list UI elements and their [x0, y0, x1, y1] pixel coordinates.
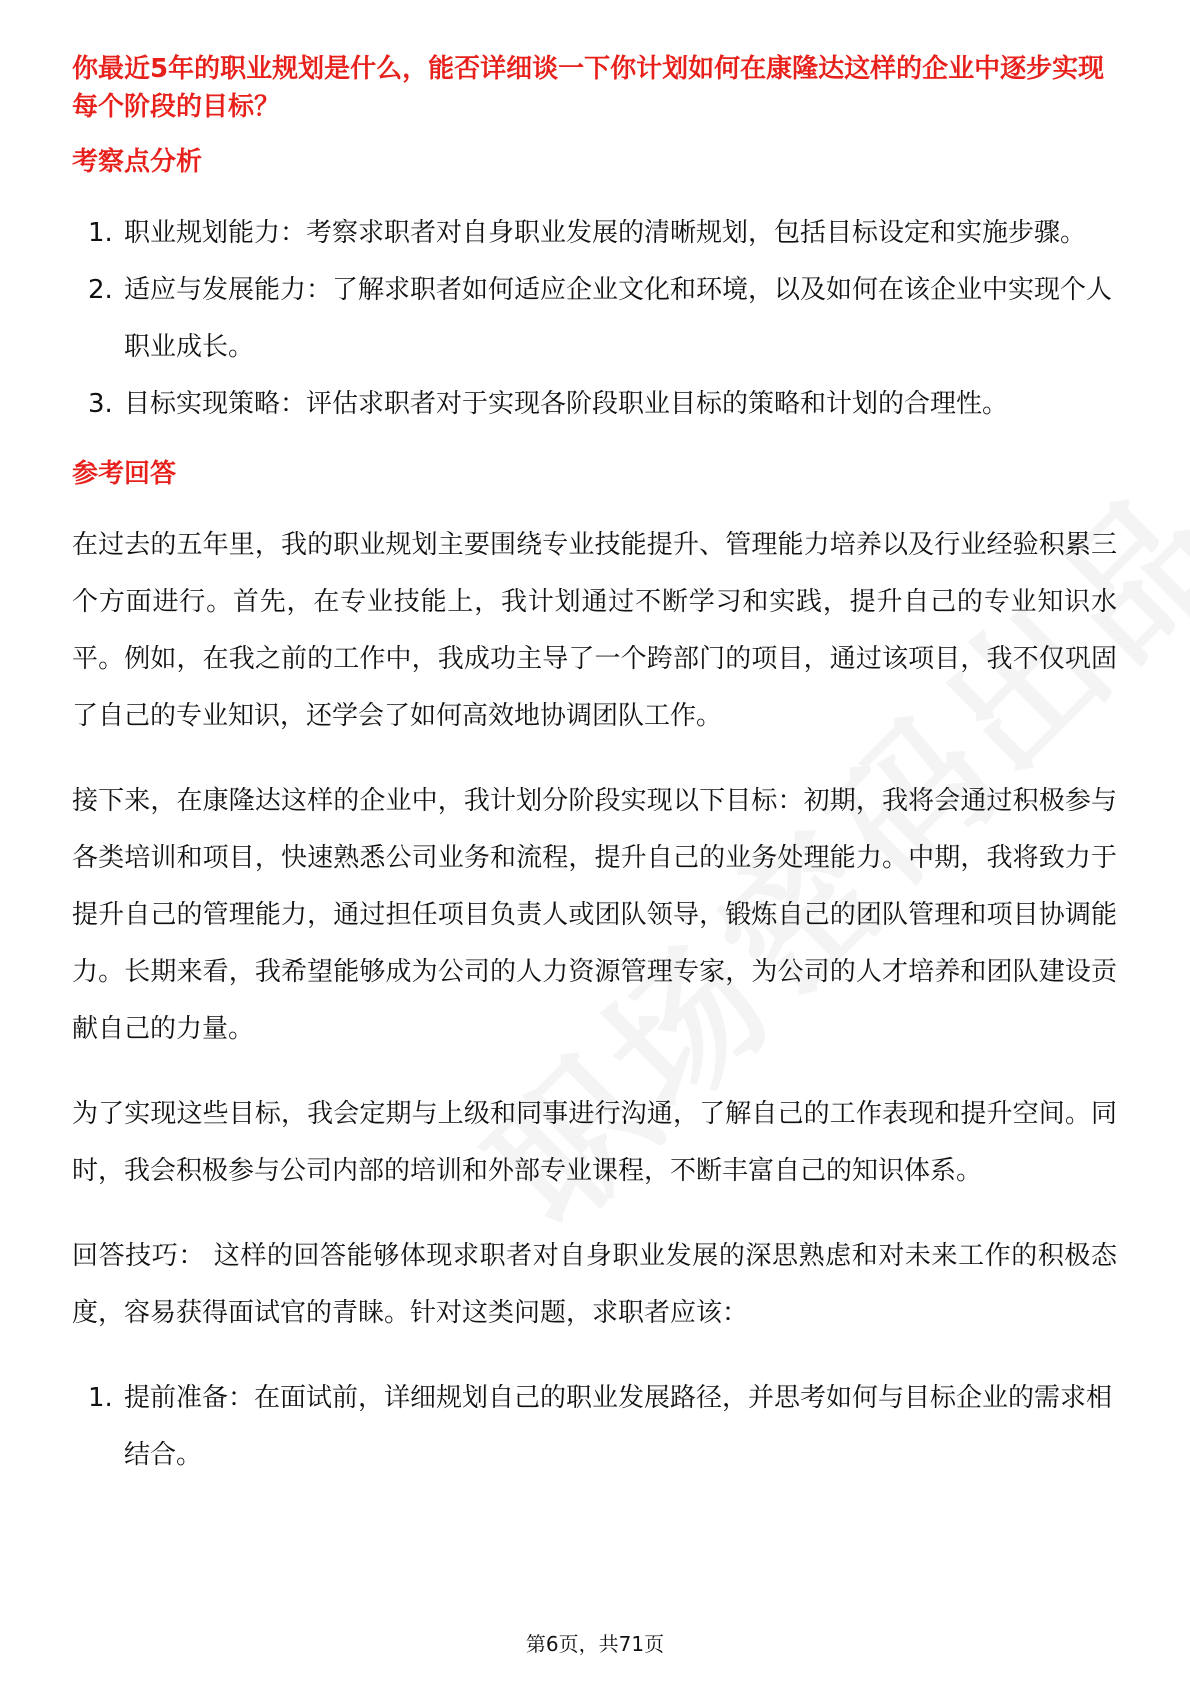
list-text: 目标实现策略：评估求职者对于实现各阶段职业目标的策略和计划的合理性。 [124, 389, 1009, 419]
answer-paragraph: 为了实现这些目标，我会定期与上级和同事进行沟通，了解自己的工作表现和提升空间。同时，我会积极参与公司内部的培训和外部专业课程，不断丰富自己的知识体系。 [72, 1099, 1117, 1186]
question-heading: 你最近5年的职业规划是什么，能否详细谈一下你计划如何在康隆达这样的企业中逐步实现每个阶段的目标？ [72, 54, 1105, 122]
page-number-footer: 第6页，共71页 [525, 1632, 665, 1656]
list-text: 提前准备：在面试前，详细规划自己的职业发展路径，并思考如何与目标企业的需求相结合。 [124, 1383, 1113, 1470]
answer-paragraph: 接下来，在康隆达这样的企业中，我计划分阶段实现以下目标：初期，我将会通过积极参与各类培训和项目，快速熟悉公司业务和流程，提升自己的业务处理能力。中期，我将致力于提升自己的管理能力，通过担任项目负责人或团队领导，锻炼自己的团队管理和项目协调能力。长期来看，我希望能够成为公司的人力资源管理专家，为公司的人才培养和团队建设贡献自己的力量。 [72, 786, 1117, 1044]
list-item [72, 376, 1117, 433]
answer-tips-intro: 回答技巧： 这样的回答能够体现求职者对自身职业发展的深思熟虑和对未来工作的积极态度，容易获得面试官的青睐。针对这类问题，求职者应该： [72, 1241, 1117, 1328]
tips-list [72, 1370, 1117, 1484]
analysis-list [72, 205, 1117, 433]
list-number: 1. [88, 218, 113, 248]
answer-title: 参考回答 [72, 459, 177, 489]
list-number: 2. [88, 275, 113, 305]
analysis-title: 考察点分析 [72, 147, 203, 177]
list-number: 3. [88, 389, 113, 419]
list-item [72, 262, 1117, 376]
answer-paragraph: 在过去的五年里，我的职业规划主要围绕专业技能提升、管理能力培养以及行业经验积累三个方面进行。首先，在专业技能上，我计划通过不断学习和实践，提升自己的专业知识水平。例如，在我之前的工作中，我成功主导了一个跨部门的项目，通过该项目，我不仅巩固了自己的专业知识，还学会了如何高效地协调团队工作。 [72, 530, 1117, 731]
list-item [72, 205, 1117, 262]
list-item [72, 1370, 1117, 1484]
document-content [72, 50, 1117, 1506]
list-text: 职业规划能力：考察求职者对自身职业发展的清晰规划，包括目标设定和实施步骤。 [124, 218, 1087, 248]
list-number: 1. [88, 1383, 113, 1413]
list-text: 适应与发展能力：了解求职者如何适应企业文化和环境，以及如何在该企业中实现个人职业成长。 [124, 275, 1113, 362]
